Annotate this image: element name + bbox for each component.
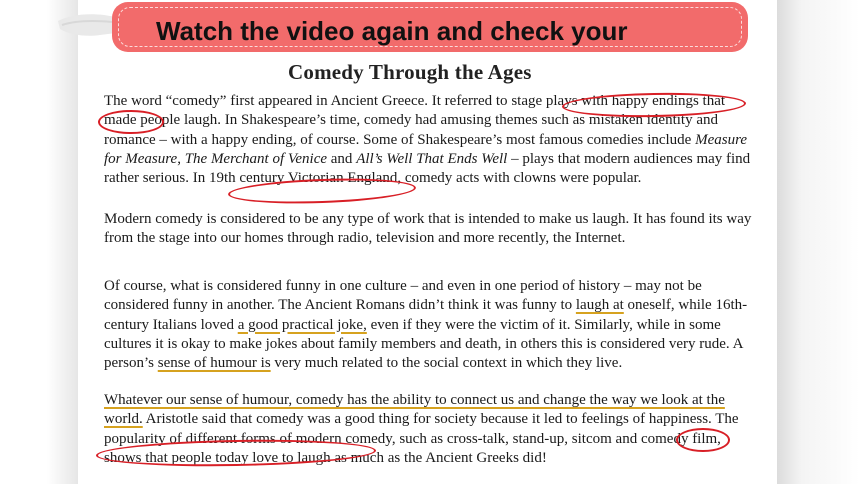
article-title: Comedy Through the Ages xyxy=(288,60,532,84)
instruction-text: Watch the video again and check your xyxy=(156,16,628,46)
highlight-cross-talk: cross-talk, stand-up, sitcom and comedy film, xyxy=(446,430,721,447)
right-margin-shadow xyxy=(777,0,860,484)
underline-connect-us: Whatever our sense of humour, comedy has the ability to connect us and change the way we look at the world. xyxy=(104,392,725,428)
paragraph-3: Of course, what is considered funny in one culture – and even in one period of history – may not be considered funny in another. The Ancient Romans didn’t think it was funny to laugh at oneself, while 16th-century Italians loved a good practical joke, even if they were the victim of it. Similarly, while in some cultures it is okay to make jokes about family members and death, in others this is considered very rude. A person’s sense of humour is very much related to the social context in which they live. xyxy=(104,278,748,372)
left-margin-shadow xyxy=(0,0,78,484)
underline-sense-of-humour: sense of humour is xyxy=(157,355,271,372)
underline-practical-joke: a good practical joke, xyxy=(237,316,367,333)
brush-stroke-decoration xyxy=(56,7,118,41)
title-alls-well: All’s Well That Ends Well xyxy=(356,150,508,167)
highlight-comedy-acts: comedy acts with clowns xyxy=(404,170,557,187)
paragraph-4: Whatever our sense of humour, comedy has the ability to connect us and change the way we look at the world. Aristotle said that comedy was a good thing for society because it led to feelings of happiness. The popularity of different forms of modern comedy, such as cross-talk, stand-up, sitcom and comedy film, shows that people today love to laugh as much as the Ancient Greeks did! xyxy=(104,392,739,466)
title-measure-for-measure: Measure for Measure xyxy=(104,131,748,167)
paragraph-2: Modern comedy is considered to be any type of work that is intended to make us laugh. It has found its way from the stage into our homes through radio, television and more recently, the Internet. xyxy=(104,211,752,247)
highlight-stage-plays: stage plays with happy endings xyxy=(511,93,699,109)
title-merchant-of-venice: The Merchant of Venice xyxy=(184,150,328,167)
paragraph-1: The word “comedy” first appeared in Ancient Greece. It referred to stage plays with happy endings that made people laugh. In Shakespeare’s time, comedy had amusing themes such as mistaken identity and romance – with a happy ending, of course. Some of Shakespeare’s most famous comedies include Measure for Measure, The Merchant of Venice and All’s Well That Ends Well – plays that modern audiences may find rather serious. In 19th century Victorian England, comedy acts with clowns were popular. xyxy=(104,93,751,187)
underline-laugh-at: laugh at xyxy=(575,297,624,314)
